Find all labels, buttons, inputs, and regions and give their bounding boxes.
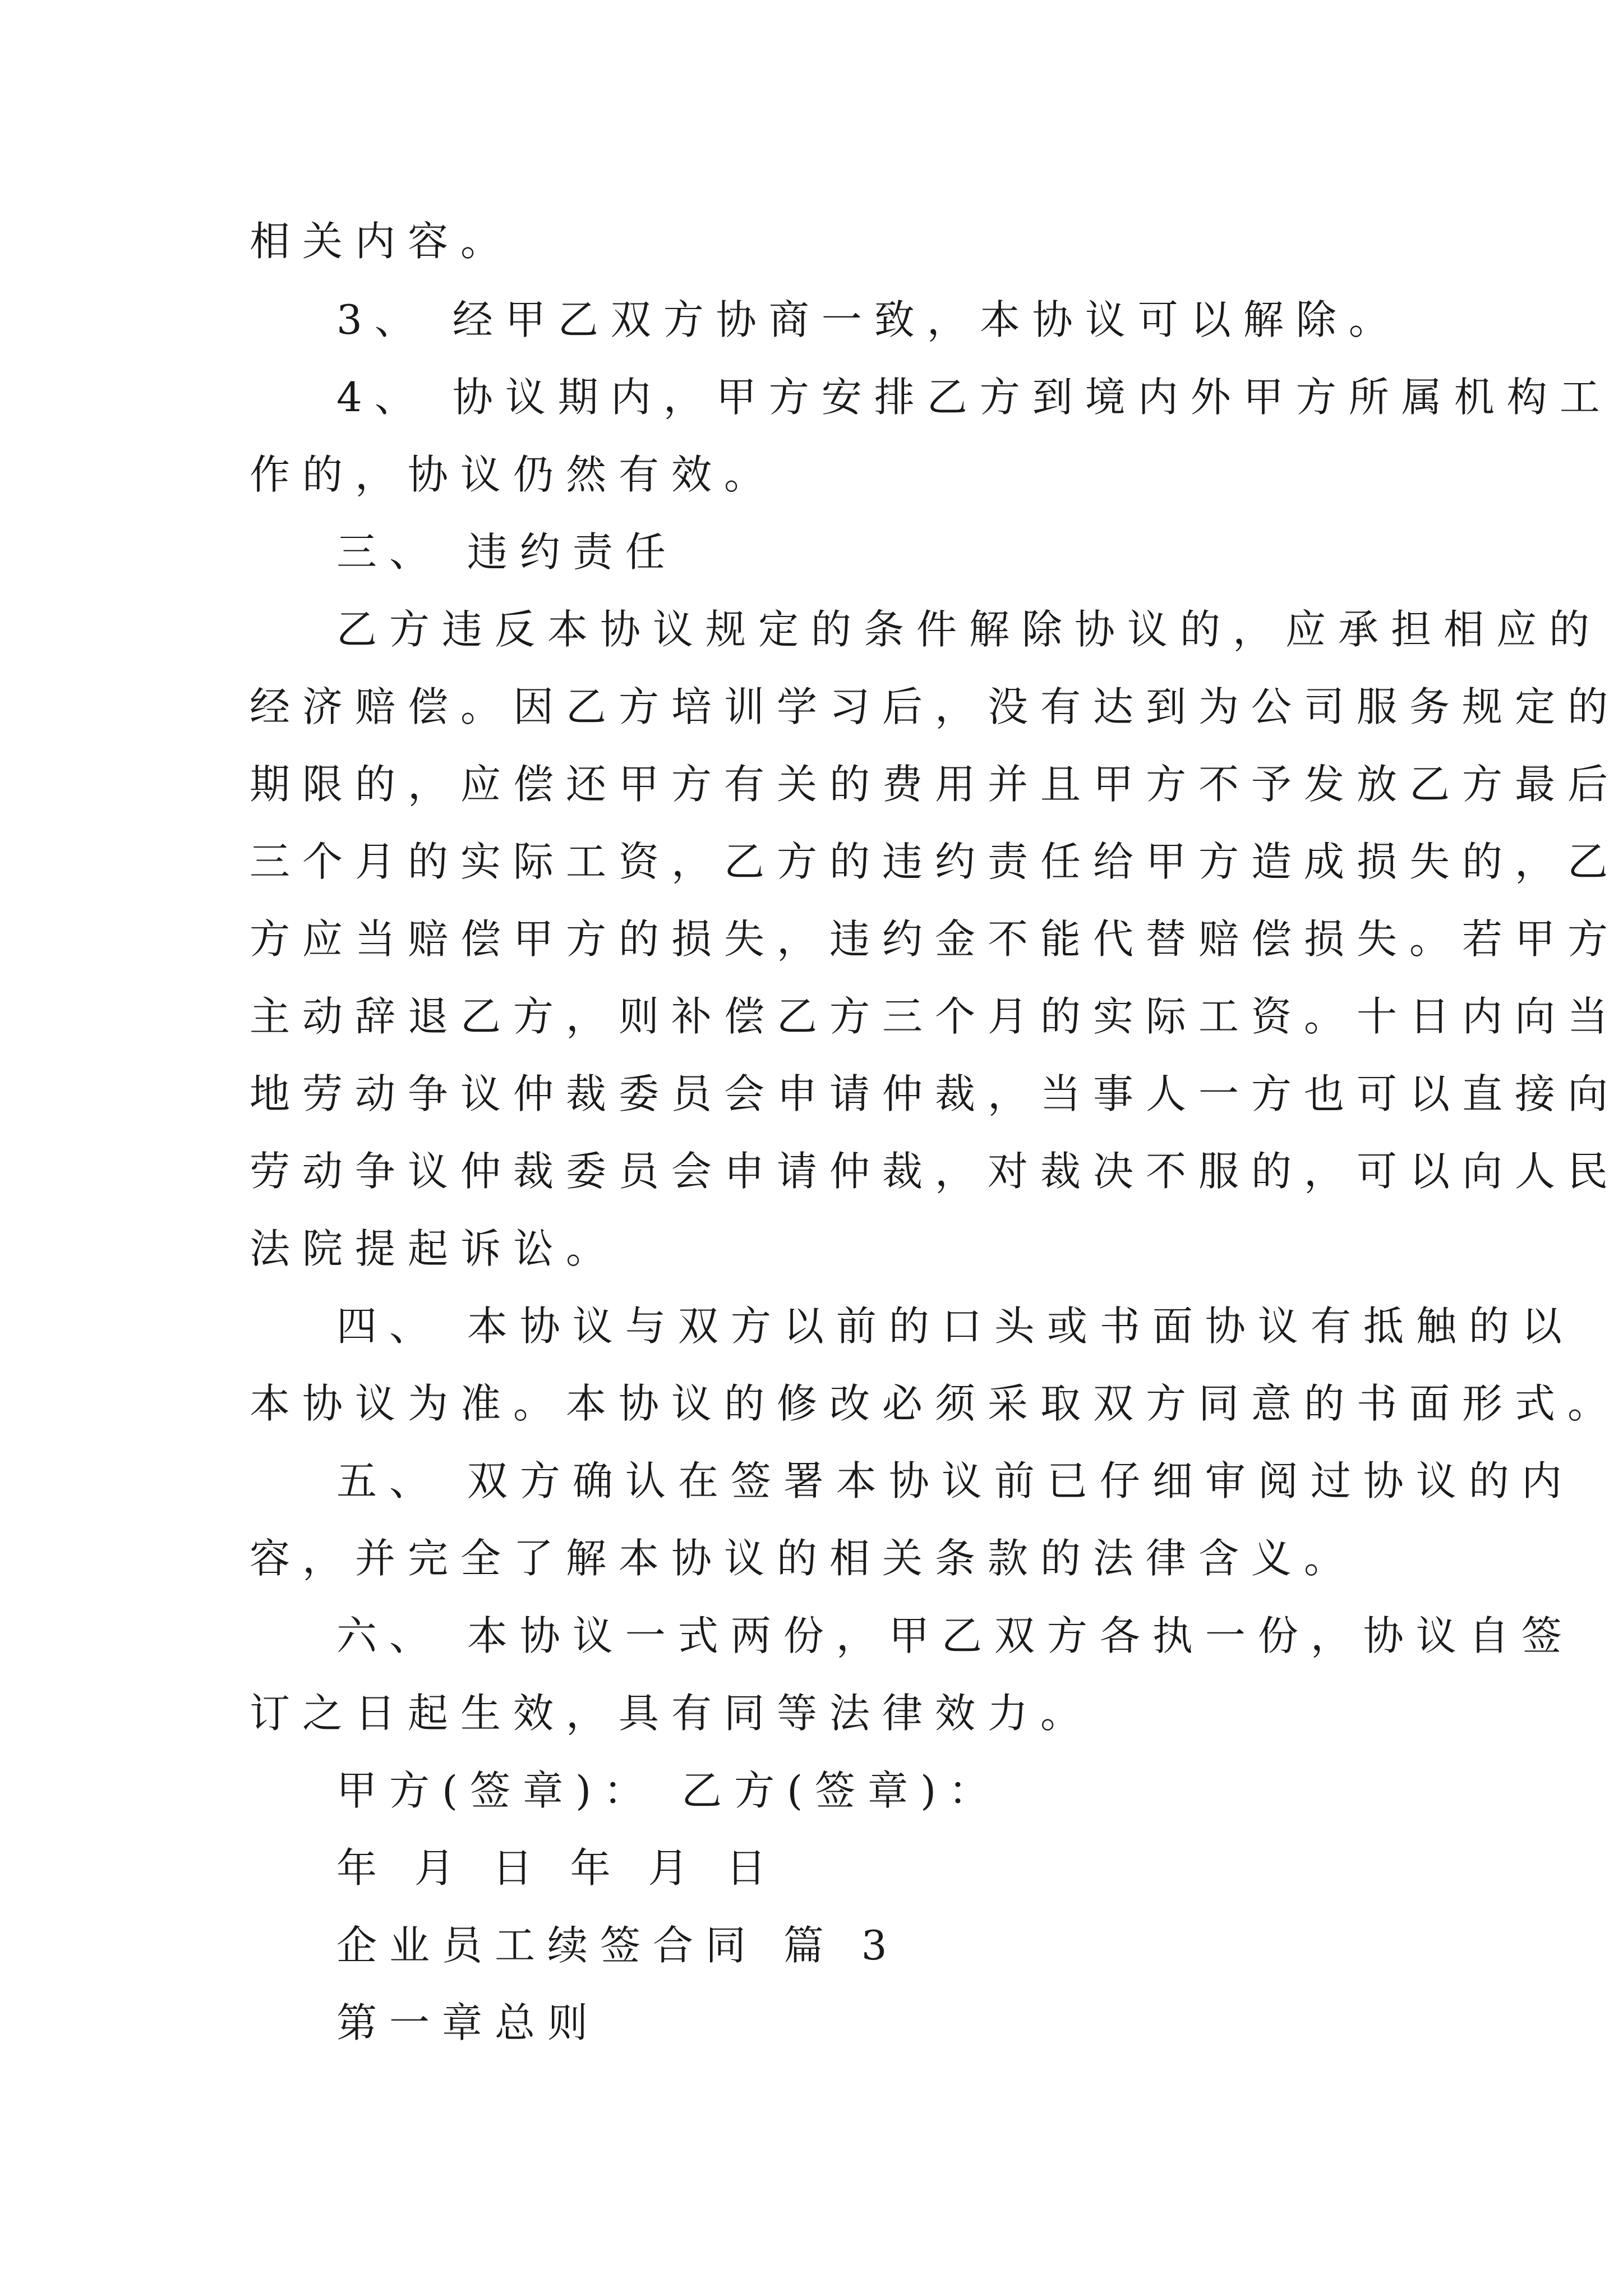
text-line-5: 三、 违约责任: [336, 528, 678, 576]
text-line-22: 年 月 日 年 月 日: [336, 1844, 779, 1892]
text-line-11: 主动辞退乙方，则补偿乙方三个月的实际工资。十日内向当: [250, 993, 1621, 1040]
text-line-1: 相关内容。: [250, 218, 514, 265]
text-line-12: 地劳动争议仲裁委员会申请仲裁，当事人一方也可以直接向: [250, 1070, 1621, 1117]
text-line-19: 六、 本协议一式两份，甲乙双方各执一份，协议自签: [336, 1612, 1574, 1659]
text-line-15: 四、 本协议与双方以前的口头或书面协议有抵触的以: [336, 1303, 1574, 1350]
text-line-13: 劳动争议仲裁委员会申请仲裁，对裁决不服的，可以向人民: [250, 1148, 1621, 1195]
text-line-3: 4、 协议期内，甲方安排乙方到境内外甲方所属机构工: [336, 374, 1612, 421]
text-line-24: 第一章总则: [336, 1999, 601, 2046]
text-line-9: 三个月的实际工资，乙方的违约责任给甲方造成损失的，乙: [250, 838, 1621, 885]
text-line-16: 本协议为准。本协议的修改必须采取双方同意的书面形式。: [250, 1380, 1621, 1427]
text-line-21: 甲方(签章)： 乙方(签章)：: [336, 1767, 1002, 1814]
text-line-8: 期限的，应偿还甲方有关的费用并且甲方不予发放乙方最后: [250, 761, 1621, 808]
text-line-23: 企业员工续签合同 篇 3: [336, 1922, 900, 1969]
text-line-20: 订之日起生效，具有同等法律效力。: [250, 1690, 1094, 1737]
text-line-18: 容，并完全了解本协议的相关条款的法律含义。: [250, 1535, 1357, 1582]
text-line-10: 方应当赔偿甲方的损失，违约金不能代替赔偿损失。若甲方: [250, 915, 1621, 963]
text-line-2: 3、 经甲乙双方协商一致，本协议可以解除。: [336, 296, 1401, 343]
text-line-7: 经济赔偿。因乙方培训学习后，没有达到为公司服务规定的: [250, 683, 1621, 730]
text-line-6: 乙方违反本协议规定的条件解除协议的，应承担相应的: [336, 606, 1602, 653]
text-line-17: 五、 双方确认在签署本协议前已仔细审阅过协议的内: [336, 1457, 1574, 1504]
text-line-14: 法院提起诉讼。: [250, 1225, 619, 1272]
text-line-4: 作的，协议仍然有效。: [250, 451, 777, 498]
